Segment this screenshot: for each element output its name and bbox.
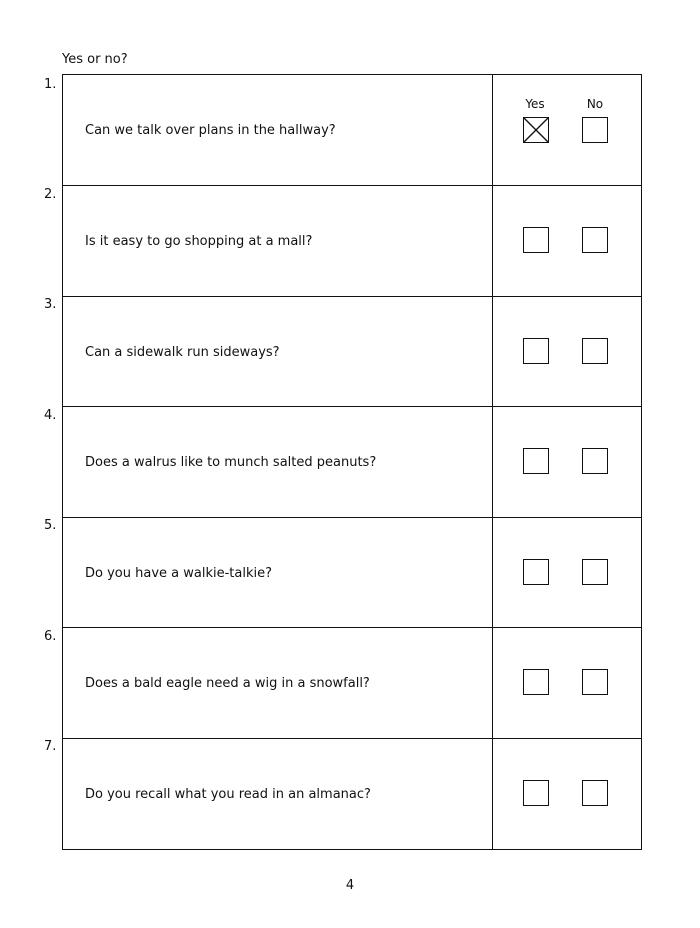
question-number-5: 5. [44, 518, 57, 533]
yes-column-label: Yes [525, 97, 545, 111]
row-divider [63, 185, 641, 186]
question-row-7 [63, 738, 641, 848]
page-number: 4 [345, 878, 355, 893]
row-divider [63, 627, 641, 628]
question-text-1: Can we talk over plans in the hallway? [85, 123, 336, 138]
question-number-7: 7. [44, 739, 57, 754]
no-checkbox-7[interactable] [582, 780, 608, 806]
yes-checkbox-7[interactable] [523, 780, 549, 806]
no-checkbox-3[interactable] [582, 338, 608, 364]
question-row-3 [63, 296, 641, 406]
question-text-5: Do you have a walkie-talkie? [85, 566, 272, 581]
row-divider [63, 738, 641, 739]
question-row-5 [63, 517, 641, 627]
question-number-6: 6. [44, 629, 57, 644]
question-number-1: 1. [44, 77, 57, 92]
x-mark-icon [524, 118, 548, 142]
row-divider [63, 406, 641, 407]
question-number-3: 3. [44, 297, 57, 312]
worksheet-heading: Yes or no? [62, 52, 128, 67]
yes-checkbox-6[interactable] [523, 669, 549, 695]
question-text-6: Does a bald eagle need a wig in a snowfall? [85, 676, 370, 691]
question-row-6 [63, 627, 641, 737]
question-text-2: Is it easy to go shopping at a mall? [85, 234, 313, 249]
yes-checkbox-1[interactable] [523, 117, 549, 143]
question-row-2 [63, 185, 641, 295]
no-checkbox-6[interactable] [582, 669, 608, 695]
no-checkbox-1[interactable] [582, 117, 608, 143]
row-divider [63, 296, 641, 297]
no-column-label: No [586, 97, 604, 111]
question-text-7: Do you recall what you read in an almanac? [85, 787, 371, 802]
question-row-1 [63, 75, 641, 185]
row-divider [63, 517, 641, 518]
yes-checkbox-2[interactable] [523, 227, 549, 253]
question-number-2: 2. [44, 187, 57, 202]
no-checkbox-2[interactable] [582, 227, 608, 253]
yes-checkbox-3[interactable] [523, 338, 549, 364]
no-checkbox-5[interactable] [582, 559, 608, 585]
questions-table [62, 74, 642, 850]
question-number-4: 4. [44, 408, 57, 423]
question-text-3: Can a sidewalk run sideways? [85, 345, 280, 360]
no-checkbox-4[interactable] [582, 448, 608, 474]
yes-checkbox-5[interactable] [523, 559, 549, 585]
question-row-4 [63, 406, 641, 516]
yes-checkbox-4[interactable] [523, 448, 549, 474]
question-text-4: Does a walrus like to munch salted peanuts? [85, 455, 377, 470]
